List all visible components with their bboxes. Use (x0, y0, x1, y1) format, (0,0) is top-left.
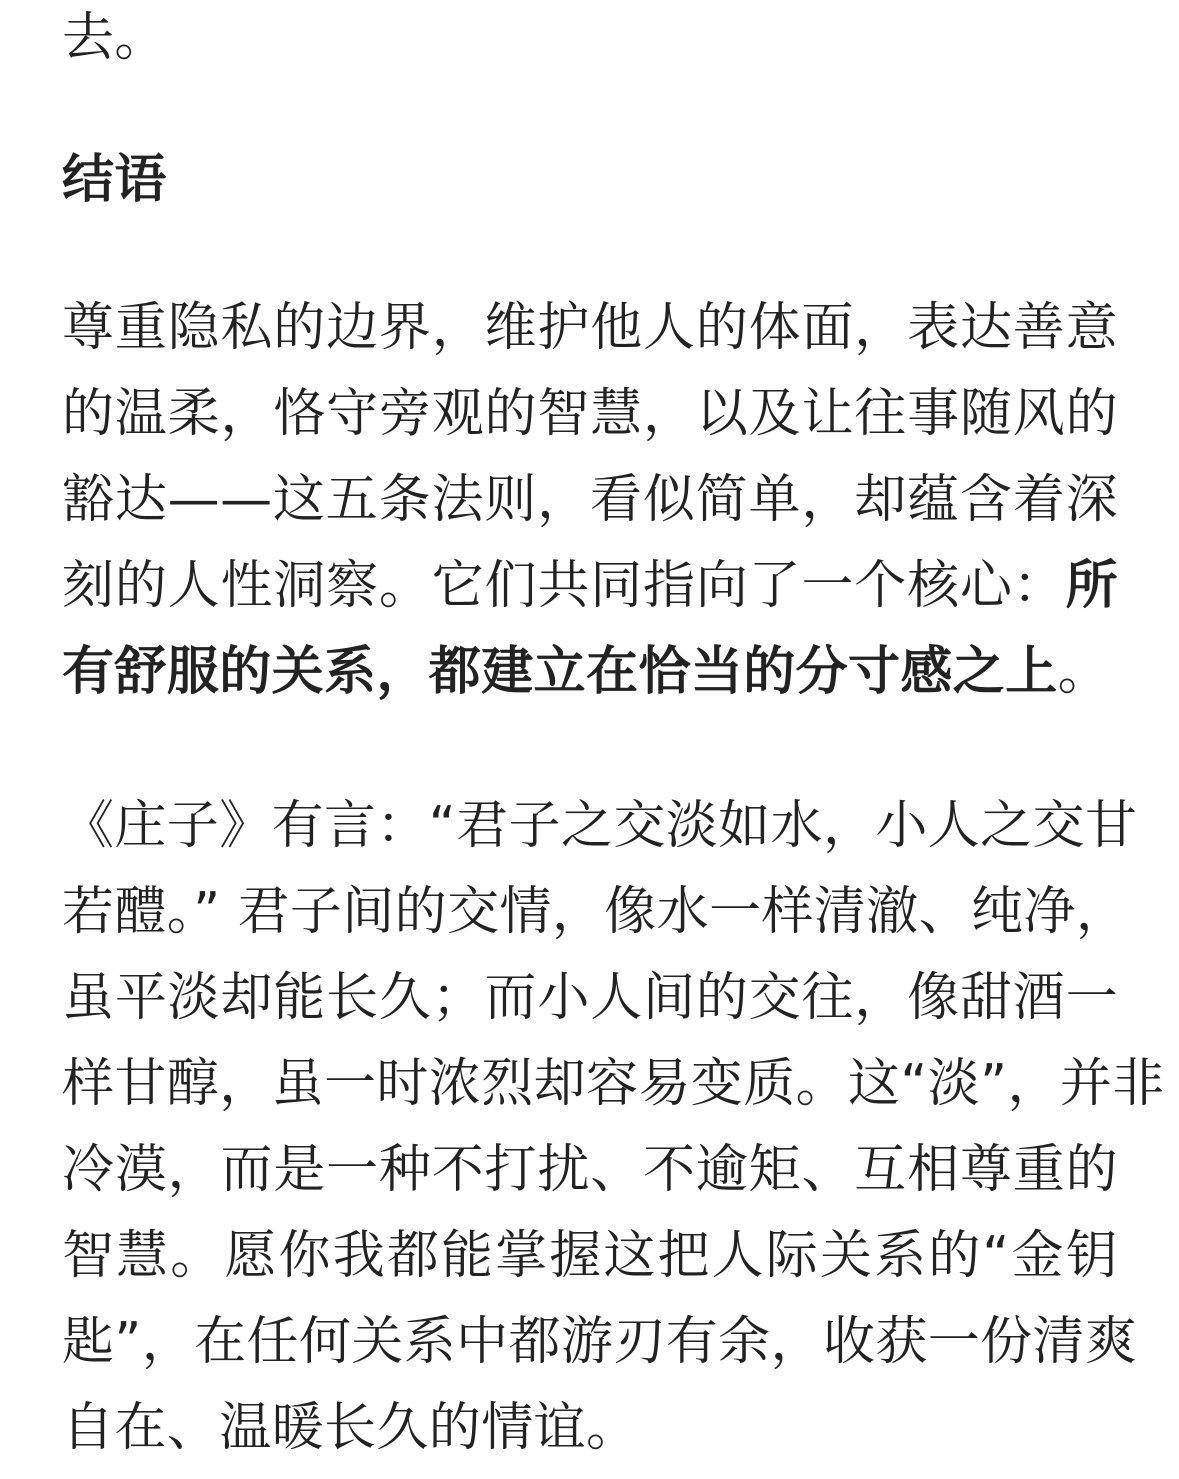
paragraph-line: 虽平淡却能长久；而小人间的交往，像甜酒一 (62, 968, 1118, 1028)
paragraph-text: 刻的人性洞察。它们共同指向了一个核心： (62, 556, 1066, 616)
paragraph-line: 冷漠，而是一种不打扰、不逾矩、互相尊重的 (62, 1140, 1118, 1200)
emphasis-text: 所 (1065, 556, 1118, 616)
paragraph-line (62, 556, 1118, 616)
paragraph-line: 智慧。愿你我都能掌握这把人际关系的“金钥 (62, 1226, 1118, 1286)
paragraph-line: 豁达——这五条法则，看似简单，却蕴含着深 (62, 470, 1118, 530)
paragraph-line: 尊重隐私的边界，维护他人的体面，表达善意 (62, 298, 1118, 358)
paragraph-line: 若醴。” 君子间的交情，像水一样清澈、纯净， (62, 882, 1129, 942)
emphasis-text: 有舒服的关系，都建立在恰当的分寸感之上 (62, 642, 1058, 702)
paragraph-line: 《庄子》有言：“君子之交淡如水，小人之交甘 (62, 796, 1138, 856)
paragraph-line: 自在、温暖长久的情谊。 (62, 1398, 639, 1458)
section-heading: 结语 (62, 150, 167, 210)
paragraph-line: 的温柔，恪守旁观的智慧，以及让往事随风的 (62, 384, 1118, 444)
previous-paragraph-end: 去。 (62, 8, 167, 68)
paragraph-line: 样甘醇，虽一时浓烈却容易变质。这“淡”，并非 (62, 1054, 1165, 1114)
paragraph-line: 匙”，在任何关系中都游刃有余，收获一份清爽 (62, 1312, 1138, 1372)
paragraph-text: 。 (1057, 642, 1111, 702)
paragraph-line (62, 642, 1118, 702)
